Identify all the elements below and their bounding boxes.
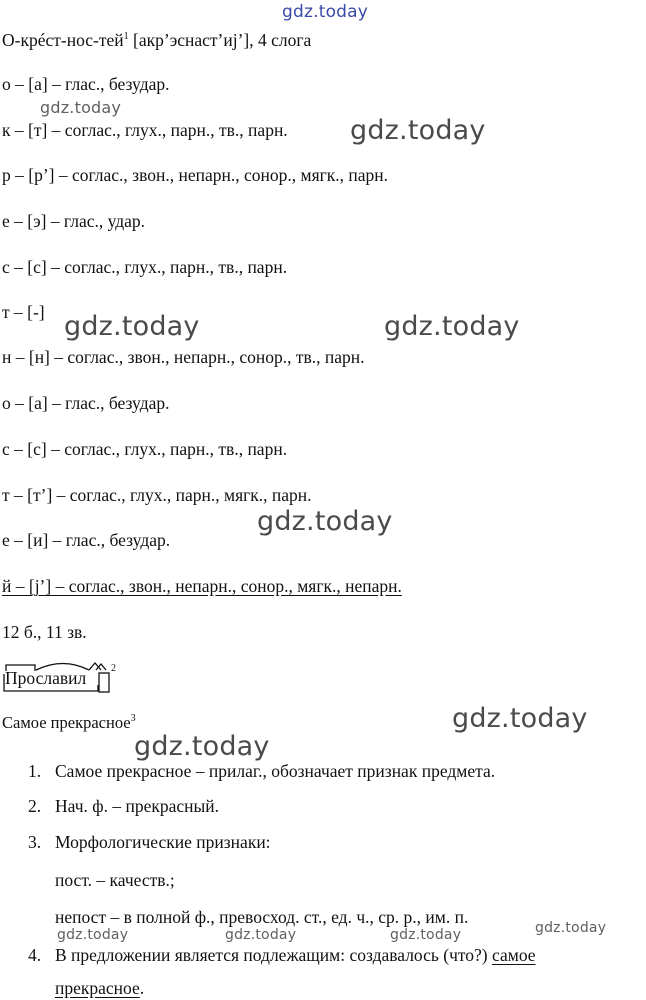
watermark: gdz.today	[257, 506, 393, 537]
underlined-subject: прекрасное	[55, 978, 140, 998]
sub-item-nonconstant: непост – в полной ф., превосход. ст., ед. ч., ср. р., им. п.	[55, 907, 469, 927]
watermark: gdz.today	[350, 115, 486, 146]
phonetic-line: о – [а] – глас., безудар.	[2, 393, 170, 413]
phonetic-line: о – [а] – глас., безудар.	[2, 74, 170, 94]
list-text: Морфологические признаки:	[55, 832, 271, 852]
list-item	[28, 831, 271, 853]
list-item	[28, 795, 219, 817]
watermark: gdz.today	[40, 98, 122, 117]
phonetic-line: н – [н] – соглас., звон., непарн., сонор., тв., парн.	[2, 347, 365, 367]
footnote-marker: 1	[123, 31, 129, 42]
phonetic-line: р – [р’] – соглас., звон., непарн., сонор., мягк., парн.	[2, 165, 389, 185]
watermark-top: gdz.today	[282, 2, 369, 22]
list-number: 4.	[28, 945, 42, 965]
phonetic-line: к – [т] – соглас., глух., парн., тв., парн.	[2, 120, 288, 140]
list-item	[28, 760, 495, 782]
morph-heading	[2, 712, 136, 734]
header-line	[2, 29, 311, 51]
phonetic-line: т – [т’] – соглас., глух., парн., мягк., парн.	[2, 485, 312, 505]
list-text: В предложении является подлежащим: создавалось (что?)	[55, 945, 493, 965]
list-number: 2.	[28, 796, 42, 816]
list-end: .	[139, 978, 145, 998]
phonetic-line: е – [э] – глас., удар.	[2, 211, 146, 231]
phonetic-line-underlined: й – [j’] – соглас., звон., непарн., сонор., мягк., непарн.	[2, 576, 402, 596]
list-number: 1.	[28, 761, 42, 781]
watermark: gdz.today	[535, 920, 607, 936]
sound-letter-summary: 12 б., 11 зв.	[2, 622, 87, 642]
watermark: gdz.today	[452, 703, 588, 734]
header-word: О-крéст-нос-тей	[2, 30, 124, 50]
watermark: gdz.today	[384, 311, 520, 342]
phonetic-line: т – [-]	[2, 302, 45, 322]
footnote-marker: 2	[111, 663, 116, 674]
watermark: gdz.today	[225, 927, 297, 943]
footnote-marker: 3	[130, 713, 136, 724]
underlined-subject: самое	[492, 945, 536, 965]
morph-heading-text: Самое прекрасное	[2, 713, 131, 732]
phonetic-line: с – [с] – соглас., глух., парн., тв., парн.	[2, 439, 288, 459]
list-number: 3.	[28, 832, 42, 852]
sub-item-constant: пост. – качеств.;	[55, 870, 175, 890]
morpheme-analysis	[3, 660, 123, 694]
watermark: gdz.today	[134, 731, 270, 762]
ending-box	[99, 673, 109, 692]
header-transcription: [акр’эснаст’иj’], 4 слога	[128, 30, 312, 50]
watermark: gdz.today	[390, 927, 462, 943]
phonetic-line: с – [с] – соглас., глух., парн., тв., парн.	[2, 257, 288, 277]
phonetic-line: е – [и] – глас., безудар.	[2, 530, 171, 550]
list-text: Нач. ф. – прекрасный.	[55, 796, 220, 816]
watermark: gdz.today	[64, 311, 200, 342]
watermark: gdz.today	[57, 927, 129, 943]
list-item	[28, 944, 536, 966]
list-item-continuation	[55, 977, 144, 999]
morpheme-word: Прославил	[5, 668, 87, 688]
list-text: Самое прекрасное – прилаг., обозначает признак предмета.	[55, 761, 496, 781]
